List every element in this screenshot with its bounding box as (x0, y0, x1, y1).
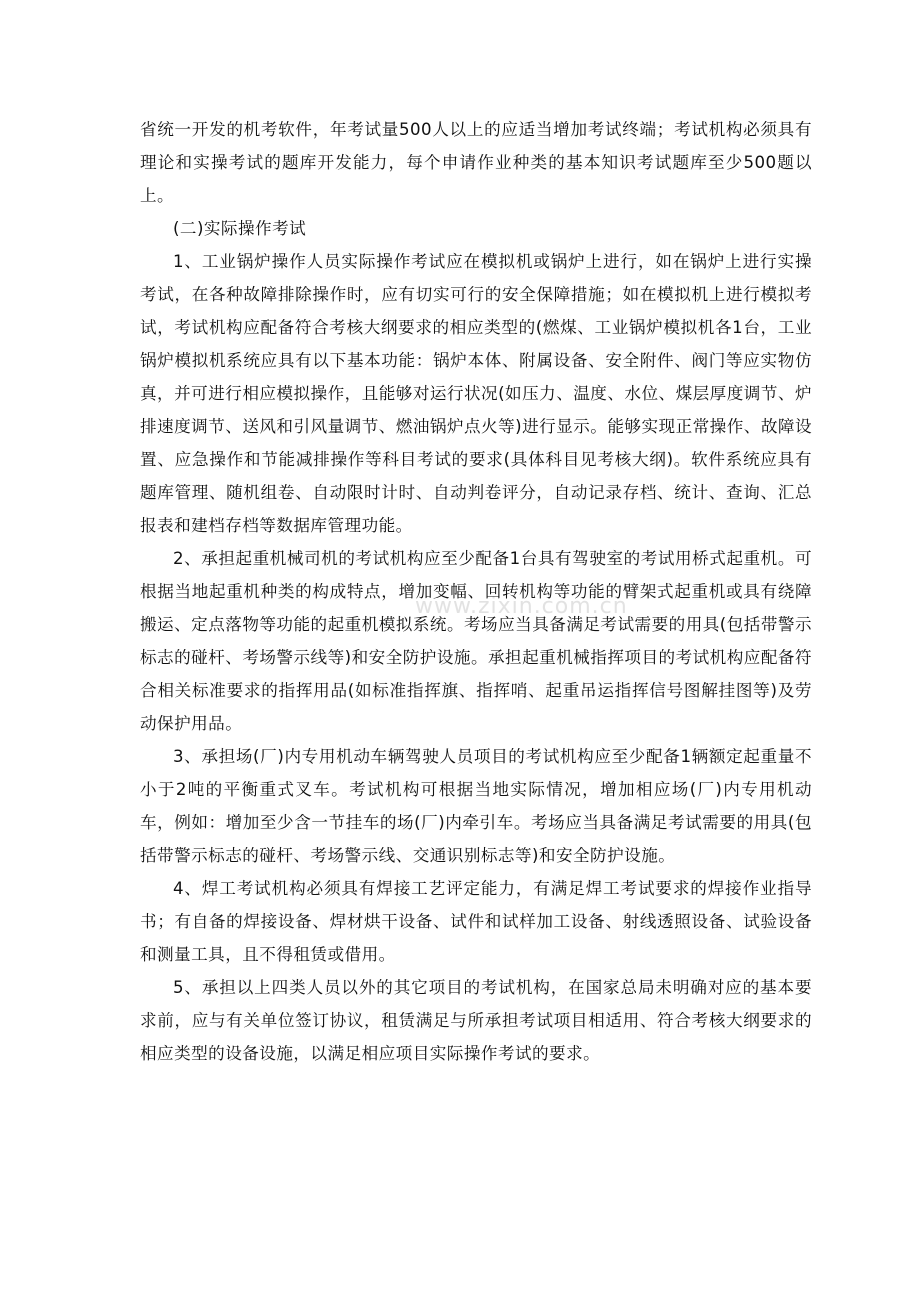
section-heading-practical-exam: (二)实际操作考试 (173, 219, 307, 238)
paragraph-continuation: 省统一开发的机考软件，年考试量500人以上的应适当增加考试终端；考试机构必须具有理论和实操考试的题库开发能力，每个申请作业种类的基本知识考试题库至少500题以上。 (140, 120, 812, 205)
paragraph-item-2-crane: 2、承担起重机械司机的考试机构应至少配备1台具有驾驶室的考试用桥式起重机。可根据当地起重机种类的构成特点，增加变幅、回转机构等功能的臂架式起重机或具有绕障搬运、定点落物等功能的起重机模拟系统。考场应当具备满足考试需要的用具(包括带警示标志的碰杆、考场警示线等)和安全防护设施。承担起重机械指挥项目的考试机构应配备符合相关标准要求的指挥用品(如标准指挥旗、指挥哨、起重吊运指挥信号图解挂图等)及劳动保护用品。 (140, 549, 812, 733)
paragraph-item-5-other: 5、承担以上四类人员以外的其它项目的考试机构，在国家总局未明确对应的基本要求前，应与有关单位签订协议，租赁满足与所承担考试项目相适用、符合考核大纲要求的相应类型的设备设施，以满足相应项目实际操作考试的要求。 (140, 978, 812, 1063)
watermark-text: www.zixin.com.cn (415, 594, 628, 619)
paragraph-item-1-boiler: 1、工业锅炉操作人员实际操作考试应在模拟机或锅炉上进行，如在锅炉上进行实操考试，在各种故障排除操作时，应有切实可行的安全保障措施；如在模拟机上进行模拟考试，考试机构应配备符合考核大纲要求的相应类型的(燃煤、工业锅炉模拟机各1台，工业锅炉模拟机系统应具有以下基本功能：锅炉本体、附属设备、安全附件、阀门等应实物仿真，并可进行相应模拟操作，且能够对运行状况(如压力、温度、水位、煤层厚度调节、炉排速度调节、送风和引风量调节、燃油锅炉点火等)进行显示。能够实现正常操作、故障设置、应急操作和节能减排操作等科目考试的要求(具体科目见考核大纲)。软件系统应具有题库管理、随机组卷、自动限时计时、自动判卷评分，自动记录存档、统计、查询、汇总报表和建档存档等数据库管理功能。 (140, 252, 812, 535)
paragraph-item-3-vehicle: 3、承担场(厂)内专用机动车辆驾驶人员项目的考试机构应至少配备1辆额定起重量不小于2吨的平衡重式叉车。考试机构可根据当地实际情况，增加相应场(厂)内专用机动车，例如：增加至少含一节挂车的场(厂)内牵引车。考场应当具备满足考试需要的用具(包括带警示标志的碰杆、考场警示线、交通识别标志等)和安全防护设施。 (140, 747, 812, 865)
document-body (140, 113, 812, 1070)
paragraph-item-4-welding: 4、焊工考试机构必须具有焊接工艺评定能力，有满足焊工考试要求的焊接作业指导书；有自备的焊接设备、焊材烘干设备、试件和试样加工设备、射线透照设备、试验设备和测量工具，且不得租赁或借用。 (140, 879, 812, 964)
